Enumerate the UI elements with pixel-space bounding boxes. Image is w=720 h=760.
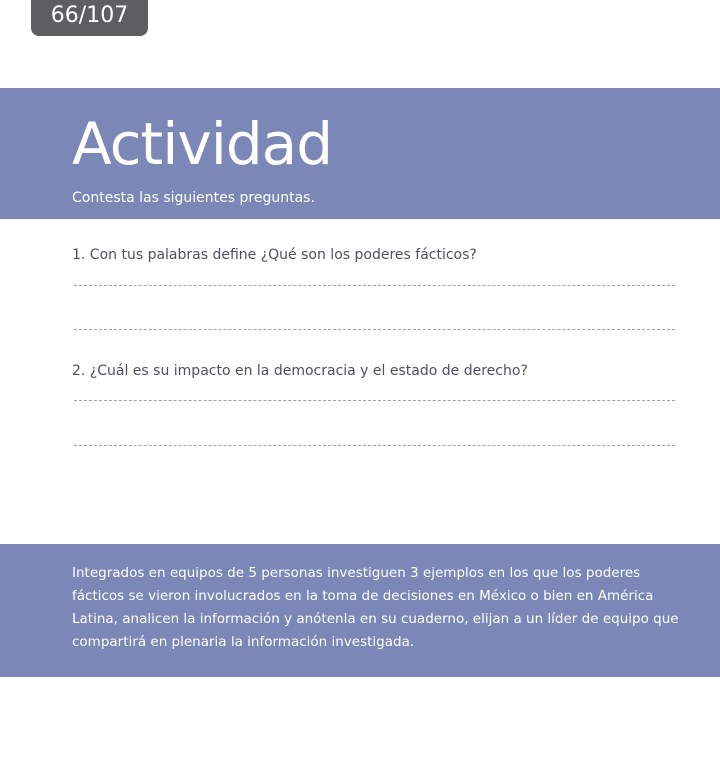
team-instructions: Integrados en equipos de 5 personas investiguen 3 ejemplos en los que los poderes fácticos se vieron involucrados en la toma de decisiones en México o bien en América Latina, analicen la información y anótenla en su cuaderno, elijan a un líder de equipo que compartirá en plenaria la información investigada.: [72, 565, 679, 650]
answer-line-1: [74, 285, 675, 286]
answer-line-2: [74, 329, 675, 330]
answer-line-4: [74, 445, 675, 446]
answer-line-3: [74, 400, 675, 401]
page-title: Actividad: [72, 110, 333, 178]
page-counter: 66/107: [31, 0, 148, 36]
question-2: 2. ¿Cuál es su impacto en la democracia y el estado de derecho?: [72, 363, 528, 379]
question-1: 1. Con tus palabras define ¿Qué son los poderes fácticos?: [72, 247, 477, 263]
page-subtitle: Contesta las siguientes preguntas.: [72, 190, 315, 206]
